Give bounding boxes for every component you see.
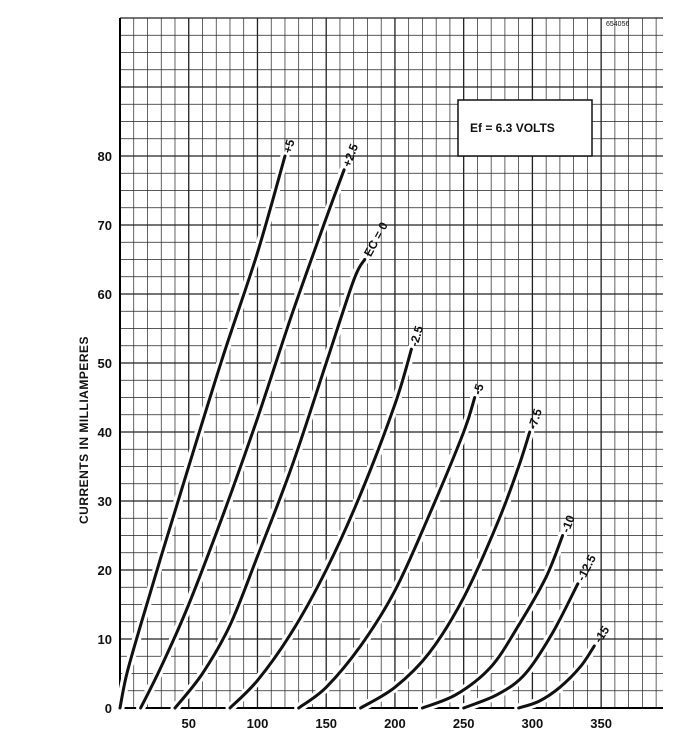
x-tick-label: 350 bbox=[590, 716, 612, 731]
x-tick-label: 300 bbox=[521, 716, 544, 731]
y-tick-label: 30 bbox=[97, 494, 112, 509]
y-tick-label: 50 bbox=[97, 356, 112, 371]
x-tick-label: 200 bbox=[384, 716, 406, 731]
y-tick-label: 70 bbox=[97, 218, 112, 233]
y-tick-label: 10 bbox=[97, 632, 112, 647]
curve-label: -5 bbox=[470, 382, 487, 397]
figure-code: 654056 bbox=[606, 21, 630, 28]
curve-line bbox=[141, 170, 345, 708]
x-tick-label: 50 bbox=[181, 716, 196, 731]
y-tick-label: 40 bbox=[97, 425, 112, 440]
filament-voltage-annotation: Ef = 6.3 VOLTS bbox=[470, 121, 555, 135]
x-tick-label: 250 bbox=[452, 716, 475, 731]
curve-label: +5 bbox=[280, 137, 298, 155]
curve-label: +2.5 bbox=[339, 141, 362, 169]
y-tick-label: 0 bbox=[104, 701, 112, 716]
curve-halo bbox=[519, 646, 595, 708]
curve-label: EC = 0 bbox=[360, 219, 391, 259]
y-tick-label: 60 bbox=[97, 287, 112, 302]
curve-line bbox=[519, 646, 595, 708]
curve-label: -2.5 bbox=[406, 324, 427, 349]
curve-label: -10 bbox=[558, 513, 578, 535]
curve-label: -15 bbox=[591, 623, 613, 646]
y-tick-label: 20 bbox=[97, 563, 112, 578]
curve-label: -12.5 bbox=[573, 552, 599, 584]
y-tick-label: 80 bbox=[97, 149, 112, 164]
curve-label: -7.5 bbox=[525, 406, 545, 431]
y-axis-label: CURRENTS IN MILLIAMPERES bbox=[77, 335, 91, 525]
x-tick-label: 150 bbox=[315, 716, 338, 731]
x-tick-label: 100 bbox=[246, 716, 269, 731]
